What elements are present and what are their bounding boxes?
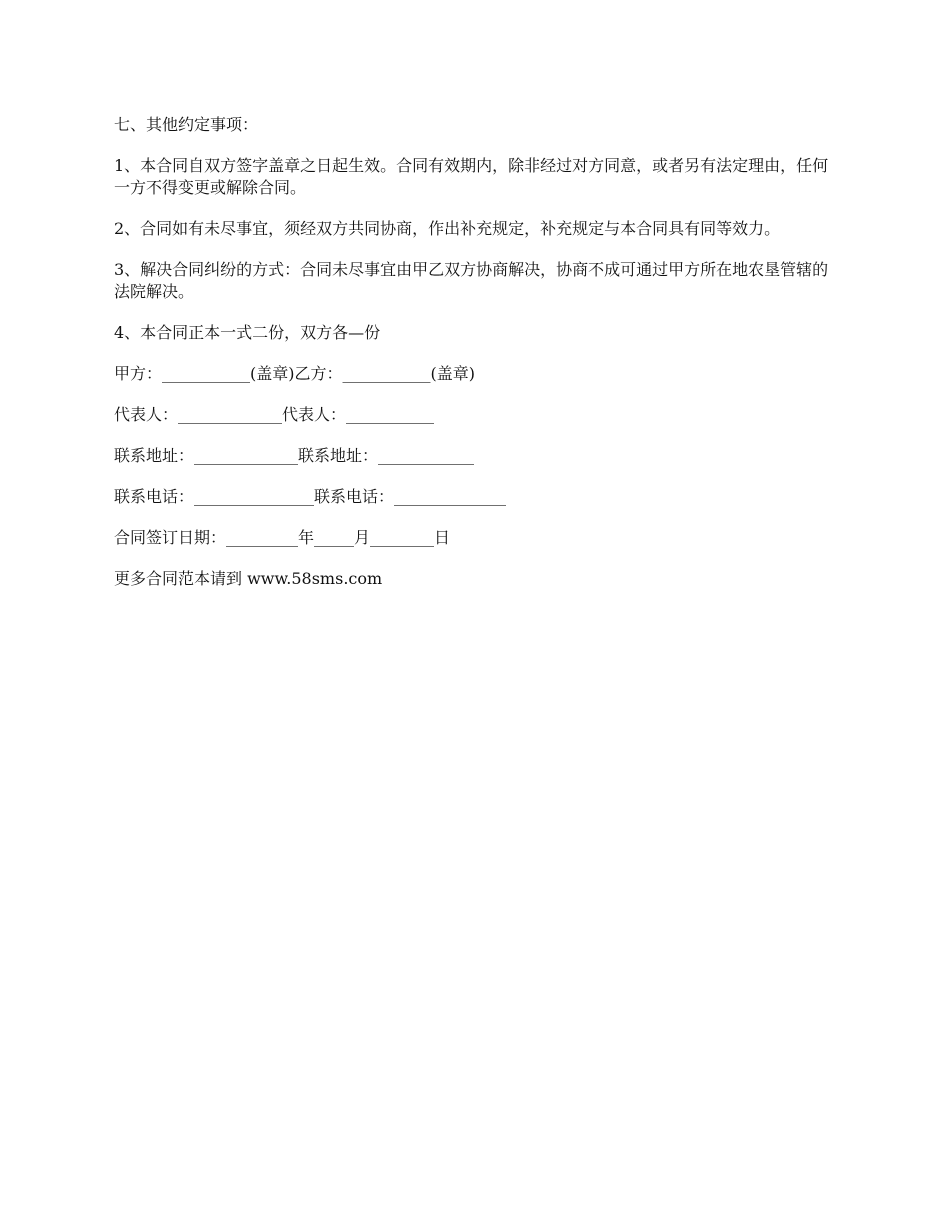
- phone-line: 联系电话：_______________联系电话：______________: [114, 487, 507, 506]
- clause-1: 1、本合同自双方签字盖章之日起生效。合同有效期内，除非经过对方同意，或者另有法定理由，任何一方不得变更或解除合同。: [114, 156, 829, 197]
- clause-4: 4、本合同正本一式二份，双方各—份: [114, 323, 381, 342]
- document-body: [114, 114, 830, 609]
- clause-3: 3、解决合同纠纷的方式：合同未尽事宜由甲乙双方协商解决，协商不成可通过甲方所在地农垦管辖的法院解决。: [114, 260, 829, 301]
- party-signature-line: 甲方：___________(盖章)乙方：___________(盖章): [114, 364, 475, 383]
- representative-line: 代表人：_____________代表人：___________: [114, 405, 435, 424]
- address-line: 联系地址：_____________联系地址：____________: [114, 446, 475, 465]
- section-heading: 七、其他约定事项：: [114, 115, 259, 134]
- clause-2: 2、合同如有未尽事宜，须经双方共同协商，作出补充规定，补充规定与本合同具有同等效力。: [114, 219, 781, 238]
- footer-note: 更多合同范本请到 www.58sms.com: [114, 569, 383, 588]
- signing-date-line: 合同签订日期：_________年_____月________日: [114, 528, 451, 547]
